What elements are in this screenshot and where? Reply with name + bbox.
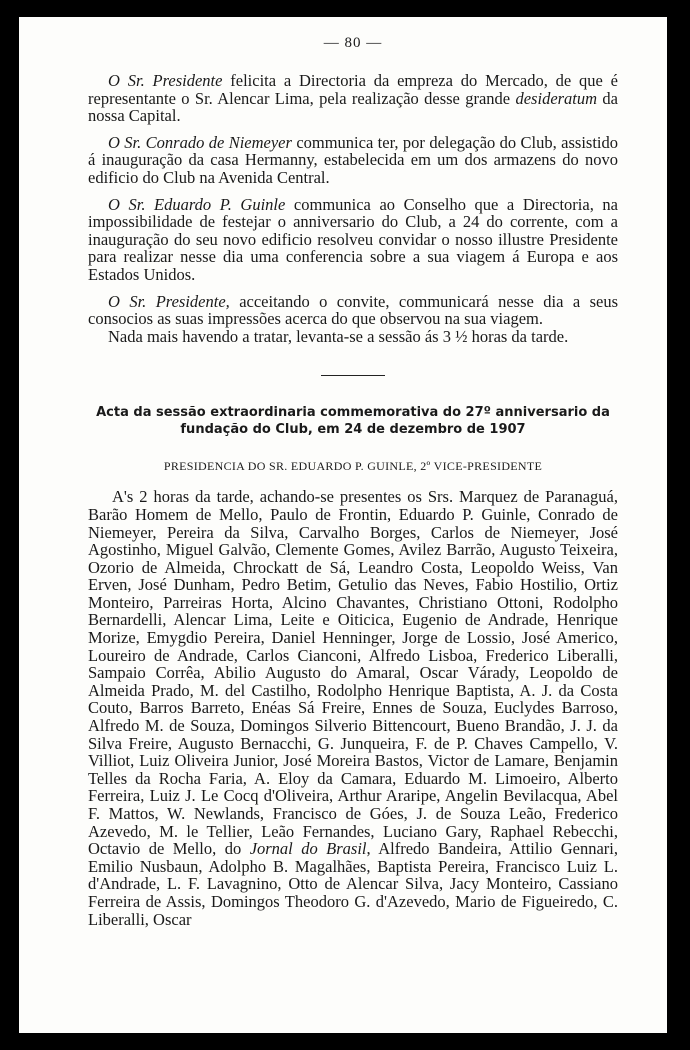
- speaker-name: O Sr. Presidente,: [108, 291, 230, 311]
- section-heading: Acta da sessão extraordinaria commemorativa do 27º anniversario da fundação do Club, em 24 de dezembro de 1907: [96, 405, 610, 438]
- newspaper-title: Jornal do Brasil: [249, 839, 367, 859]
- document-page: [19, 17, 667, 1033]
- page-content: [88, 34, 618, 928]
- paragraph-text: communica ao Conselho que a Directoria, na impossibilidade de festejar o anniversario do Club, a 24 do corrente, com a inauguração do seu novo edificio resolveu convidar o nosso illustre Presidente para realizar nesse dia uma conferencia sobre a sua viagem á Europa e aos Estados Unidos.: [88, 194, 618, 284]
- attendance-paragraph: [88, 488, 618, 928]
- paragraph-text: felicita a Directoria da empreza do Mercado, de que é representante o Sr. Alencar Lima, pela realização desse grande: [88, 71, 618, 108]
- paragraph-conrado-niemeyer: [88, 134, 618, 187]
- attendees-list: A's 2 horas da tarde, achando-se presentes os Srs. Marquez de Paranaguá, Barão Homem de Mello, Paulo de Frontin, Eduardo P. Guinle, Conrado de Niemeyer, Pereira da Silva, Carvalho Borges, Carlos de Niemeyer, José Agostinho, Miguel Galvão, Clemente Gomes, Avilez Barrão, Augusto Teixeira, Ozorio de Almeida, Chrockatt de Sá, Leandro Costa, Leopoldo Weiss, Van Erven, José Dunham, Pedro Betim, Getulio das Neves, Fabio Hostilio, Ortiz Monteiro, Parreiras Horta, Alcino Chavantes, Christiano Ottoni, Rodolpho Bernardelli, Alencar Lima, Leite e Oiticica, Eugenio de Andrade, Henrique Morize, Emygdio Pereira, Daniel Henninger, Jorge de Lossio, José Americo, Loureiro de Andrade, Carlos Cianconi, Alfredo Lisboa, Frederico Liberalli, Sampaio Corrêa, Abilio Augusto do Amaral, Oscar Várady, Leopoldo de Almeida Prado, M. del Castilho, Rodolpho Henrique Baptista, A. J. da Costa Couto, Barros Barreto, Enéas Sá Freire, Ennes de Souza, Euclydes Barroso, Alfredo M. de Souza, Domingos Silverio Bittencourt, Bueno Brandão, J. J. da Silva Freire, Augusto Bernacchi, G. Junqueira, F. de P. Chaves Campello, V. Villiot, Luiz Oliveira Junior, José Moreira Bastos, Victor de Lamare, Benjamin Telles da Rocha Faria, A. Eloy da Camara, Eduardo M. Limoeiro, Alberto Ferreira, Luiz J. Le Cocq d'Oliveira, Arthur Araripe, Angelin Bevilacqua, Abel F. Mattos, W. Newlands, Francisco de Góes, J. de Souza Leão, Frederico Azevedo, M. le Tellier, Leão Fernandes, Luciano Gary, Raphael Rebecchi, Octavio de Mello, do: [88, 487, 618, 859]
- paragraph-eduardo-guinle: [88, 196, 618, 284]
- paragraph-text: acceitando o convite, communicará nesse dia a seus consocios as suas impressões acerca do que observou na sua viagem.: [88, 291, 618, 329]
- paragraph-text: da nossa Capital.: [88, 88, 618, 126]
- attendees-list-continued: , Alfredo Bandeira, Attilio Gennari, Emilio Nusbaun, Adolpho B. Magalhães, Baptista Pereira, Francisco Luiz L. d'Andrade, L. F. Lavagnino, Otto de Alencar Silva, Jacy Monteiro, Cassiano Ferreira de Assis, Domingos Theodoro G. d'Azevedo, Mario de Figueiredo, C. Liberalli, Oscar: [88, 839, 619, 929]
- paragraph-closing: Nada mais havendo a tratar, levanta-se a sessão ás 3 ½ horas da tarde.: [108, 326, 569, 346]
- page-number: — 80 —: [323, 35, 383, 51]
- paragraph-presidente-felicita: [88, 72, 618, 125]
- speaker-name: O Sr. Presidente: [108, 71, 223, 90]
- latin-term: desideratum: [515, 88, 598, 108]
- section-divider: [321, 375, 385, 376]
- speaker-name: O Sr. Conrado de Niemeyer: [108, 132, 292, 152]
- paragraph-presidente-convite: [88, 293, 618, 328]
- paragraph-text: communica ter, por delegação do Club, assistido á inauguração da casa Hermanny, estabelecida em um dos armazens do novo edificio do Club na Avenida Central.: [88, 132, 618, 187]
- presidency-line: PRESIDENCIA DO SR. EDUARDO P. GUINLE, 2º VICE-PRESIDENTE: [163, 459, 543, 474]
- speaker-name: O Sr. Eduardo P. Guinle: [108, 194, 286, 214]
